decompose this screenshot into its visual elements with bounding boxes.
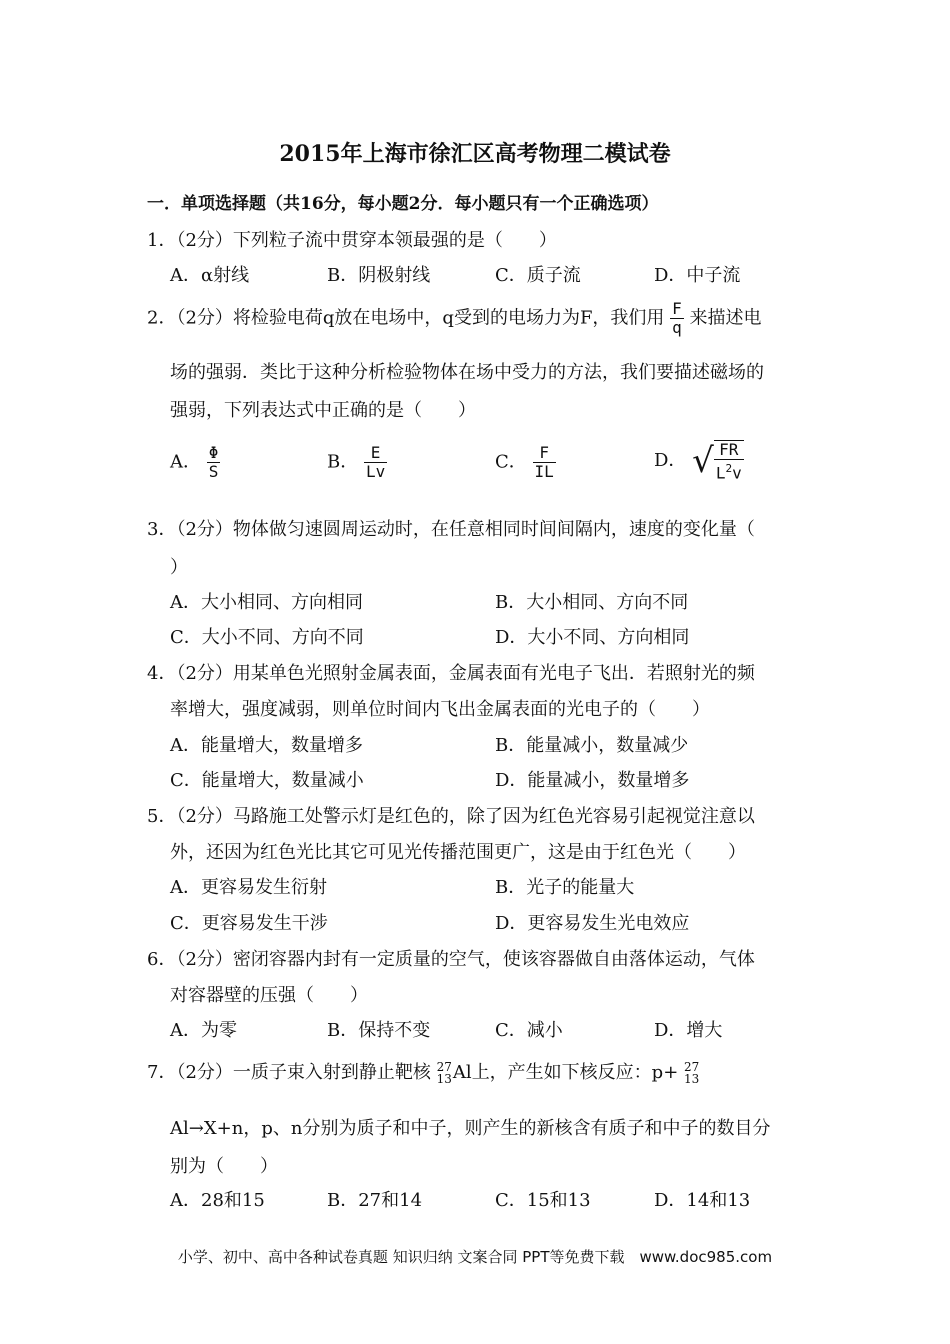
question-3-stem: 3．（2分）物体做匀速圆周运动时，在任意相同时间间隔内，速度的变化量（: [147, 519, 755, 540]
question-7-option-d: D．14和13: [654, 1190, 751, 1211]
question-2-fraction: [670, 300, 684, 337]
question-4-line-2: 率增大，强度减弱，则单位时间内飞出金属表面的光电子的（ ）: [170, 699, 710, 720]
question-2-line-3: 强弱，下列表达式中正确的是（ ）: [170, 400, 476, 421]
question-2-line-2: 场的强弱．类比于这种分析检验物体在场中受力的方法，我们要描述磁场的: [170, 362, 764, 383]
fraction-denominator: Lv: [365, 462, 386, 481]
question-4-option-c: C．能量增大，数量减小: [170, 770, 364, 791]
question-5-line-2: 外，还因为红色光比其它可见光传播范围更广，这是由于红色光（ ）: [170, 842, 746, 863]
question-2-stem-pre: 2．（2分）将检验电荷q放在电场中，q受到的电场力为F，我们用: [147, 307, 665, 329]
section-heading: 一．单项选择题（共16分，每小题2分．每小题只有一个正确选项）: [147, 194, 659, 214]
fraction-numerator: Φ: [208, 443, 219, 462]
mass-number: 27: [436, 1060, 452, 1074]
question-3-option-d: D．大小不同、方向相同: [495, 627, 690, 648]
page-footer: 小学、初中、高中各种试卷真题 知识归纳 文案合同 PPT等免费下载 www.doc985.com: [177, 1248, 773, 1266]
question-6-option-d: D．增大: [654, 1020, 723, 1041]
question-1-option-a: A．α射线: [170, 265, 250, 286]
question-7-option-c: C．15和13: [495, 1190, 591, 1211]
question-5-option-c: C．更容易发生干涉: [170, 913, 328, 934]
element-symbol: Al: [452, 1062, 472, 1083]
nuclide-notation: [437, 1061, 452, 1085]
option-a-fraction: [207, 444, 221, 481]
question-7-stem: [147, 1058, 700, 1085]
question-7-option-b: B．27和14: [327, 1190, 423, 1211]
question-5-option-a: A．更容易发生衍射: [170, 877, 327, 898]
question-3-option-c: C．大小不同、方向不同: [170, 627, 364, 648]
fraction-numerator: E: [370, 443, 381, 462]
fraction-denominator: [714, 459, 744, 482]
question-4-stem: 4．（2分）用某单色光照射金属表面，金属表面有光电子飞出．若照射光的频: [147, 663, 755, 684]
page-title: 2015年上海市徐汇区高考物理二模试卷: [279, 141, 671, 167]
question-2-option-d: [654, 440, 744, 482]
question-4-option-b: B．能量减小，数量减少: [495, 735, 689, 756]
fraction-denominator: S: [208, 462, 219, 481]
question-2-option-b: [327, 444, 387, 481]
nuclide-notation-2: [684, 1061, 699, 1085]
option-d-sqrt: [692, 440, 744, 482]
question-2-option-a: [170, 444, 220, 481]
question-4-option-a: A．能量增大，数量增多: [170, 735, 363, 756]
question-6-option-c: C．减小: [495, 1020, 563, 1041]
question-2-option-c: [495, 444, 556, 481]
fraction-denominator: q: [672, 318, 682, 337]
fraction-numerator: F: [539, 443, 549, 462]
fraction-numerator: FR: [719, 440, 739, 459]
option-c-fraction: [533, 444, 556, 481]
question-6-option-a: A．为零: [170, 1020, 237, 1041]
den-base: L: [715, 463, 726, 483]
den-exponent: 2: [725, 462, 733, 475]
question-1-option-c: C．质子流: [495, 265, 581, 286]
question-2-stem: [147, 300, 762, 337]
mass-number: 27: [684, 1060, 700, 1074]
question-6-line-2: 对容器壁的压强（ ）: [170, 985, 368, 1006]
question-5-option-d: D．更容易发生光电效应: [495, 913, 690, 934]
atomic-number: 13: [436, 1072, 452, 1086]
option-label: B．: [327, 451, 359, 473]
question-7-line-3: 别为（ ）: [170, 1156, 278, 1177]
question-3-option-a: A．大小相同、方向相同: [170, 592, 363, 613]
question-3-line-2: ）: [170, 557, 188, 578]
question-1-option-d: D．中子流: [654, 265, 741, 286]
question-7-stem-pre: 7．（2分）一质子束入射到静止靶核: [147, 1062, 431, 1083]
option-b-fraction: [364, 444, 387, 481]
sqrt-sign: √: [692, 441, 714, 482]
question-5-option-b: B．光子的能量大: [495, 877, 635, 898]
question-1-option-b: B．阴极射线: [327, 265, 431, 286]
question-4-option-d: D．能量减小，数量增多: [495, 770, 690, 791]
fraction-numerator: F: [672, 299, 682, 318]
question-2-stem-post: 来描述电: [689, 307, 762, 329]
question-7-stem-mid: 上，产生如下核反应：p+: [471, 1062, 679, 1083]
option-label: A．: [170, 451, 201, 473]
option-label: C．: [495, 451, 527, 473]
den-tail: v: [732, 463, 742, 483]
fraction-denominator: IL: [534, 462, 554, 481]
question-3-option-b: B．大小相同、方向不同: [495, 592, 689, 613]
atomic-number: 13: [684, 1072, 700, 1086]
question-6-option-b: B．保持不变: [327, 1020, 431, 1041]
option-label: D．: [654, 450, 687, 472]
question-6-stem: 6．（2分）密闭容器内封有一定质量的空气，使该容器做自由落体运动，气体: [147, 949, 755, 970]
question-5-stem: 5．（2分）马路施工处警示灯是红色的，除了因为红色光容易引起视觉注意以: [147, 806, 755, 827]
question-1-stem: 1．（2分）下列粒子流中贯穿本领最强的是（ ）: [147, 230, 557, 251]
question-7-line-2: Al→X+n，p、n分别为质子和中子，则产生的新核含有质子和中子的数目分: [170, 1118, 771, 1139]
question-7-option-a: A．28和15: [170, 1190, 265, 1211]
option-d-fraction: [714, 441, 744, 482]
